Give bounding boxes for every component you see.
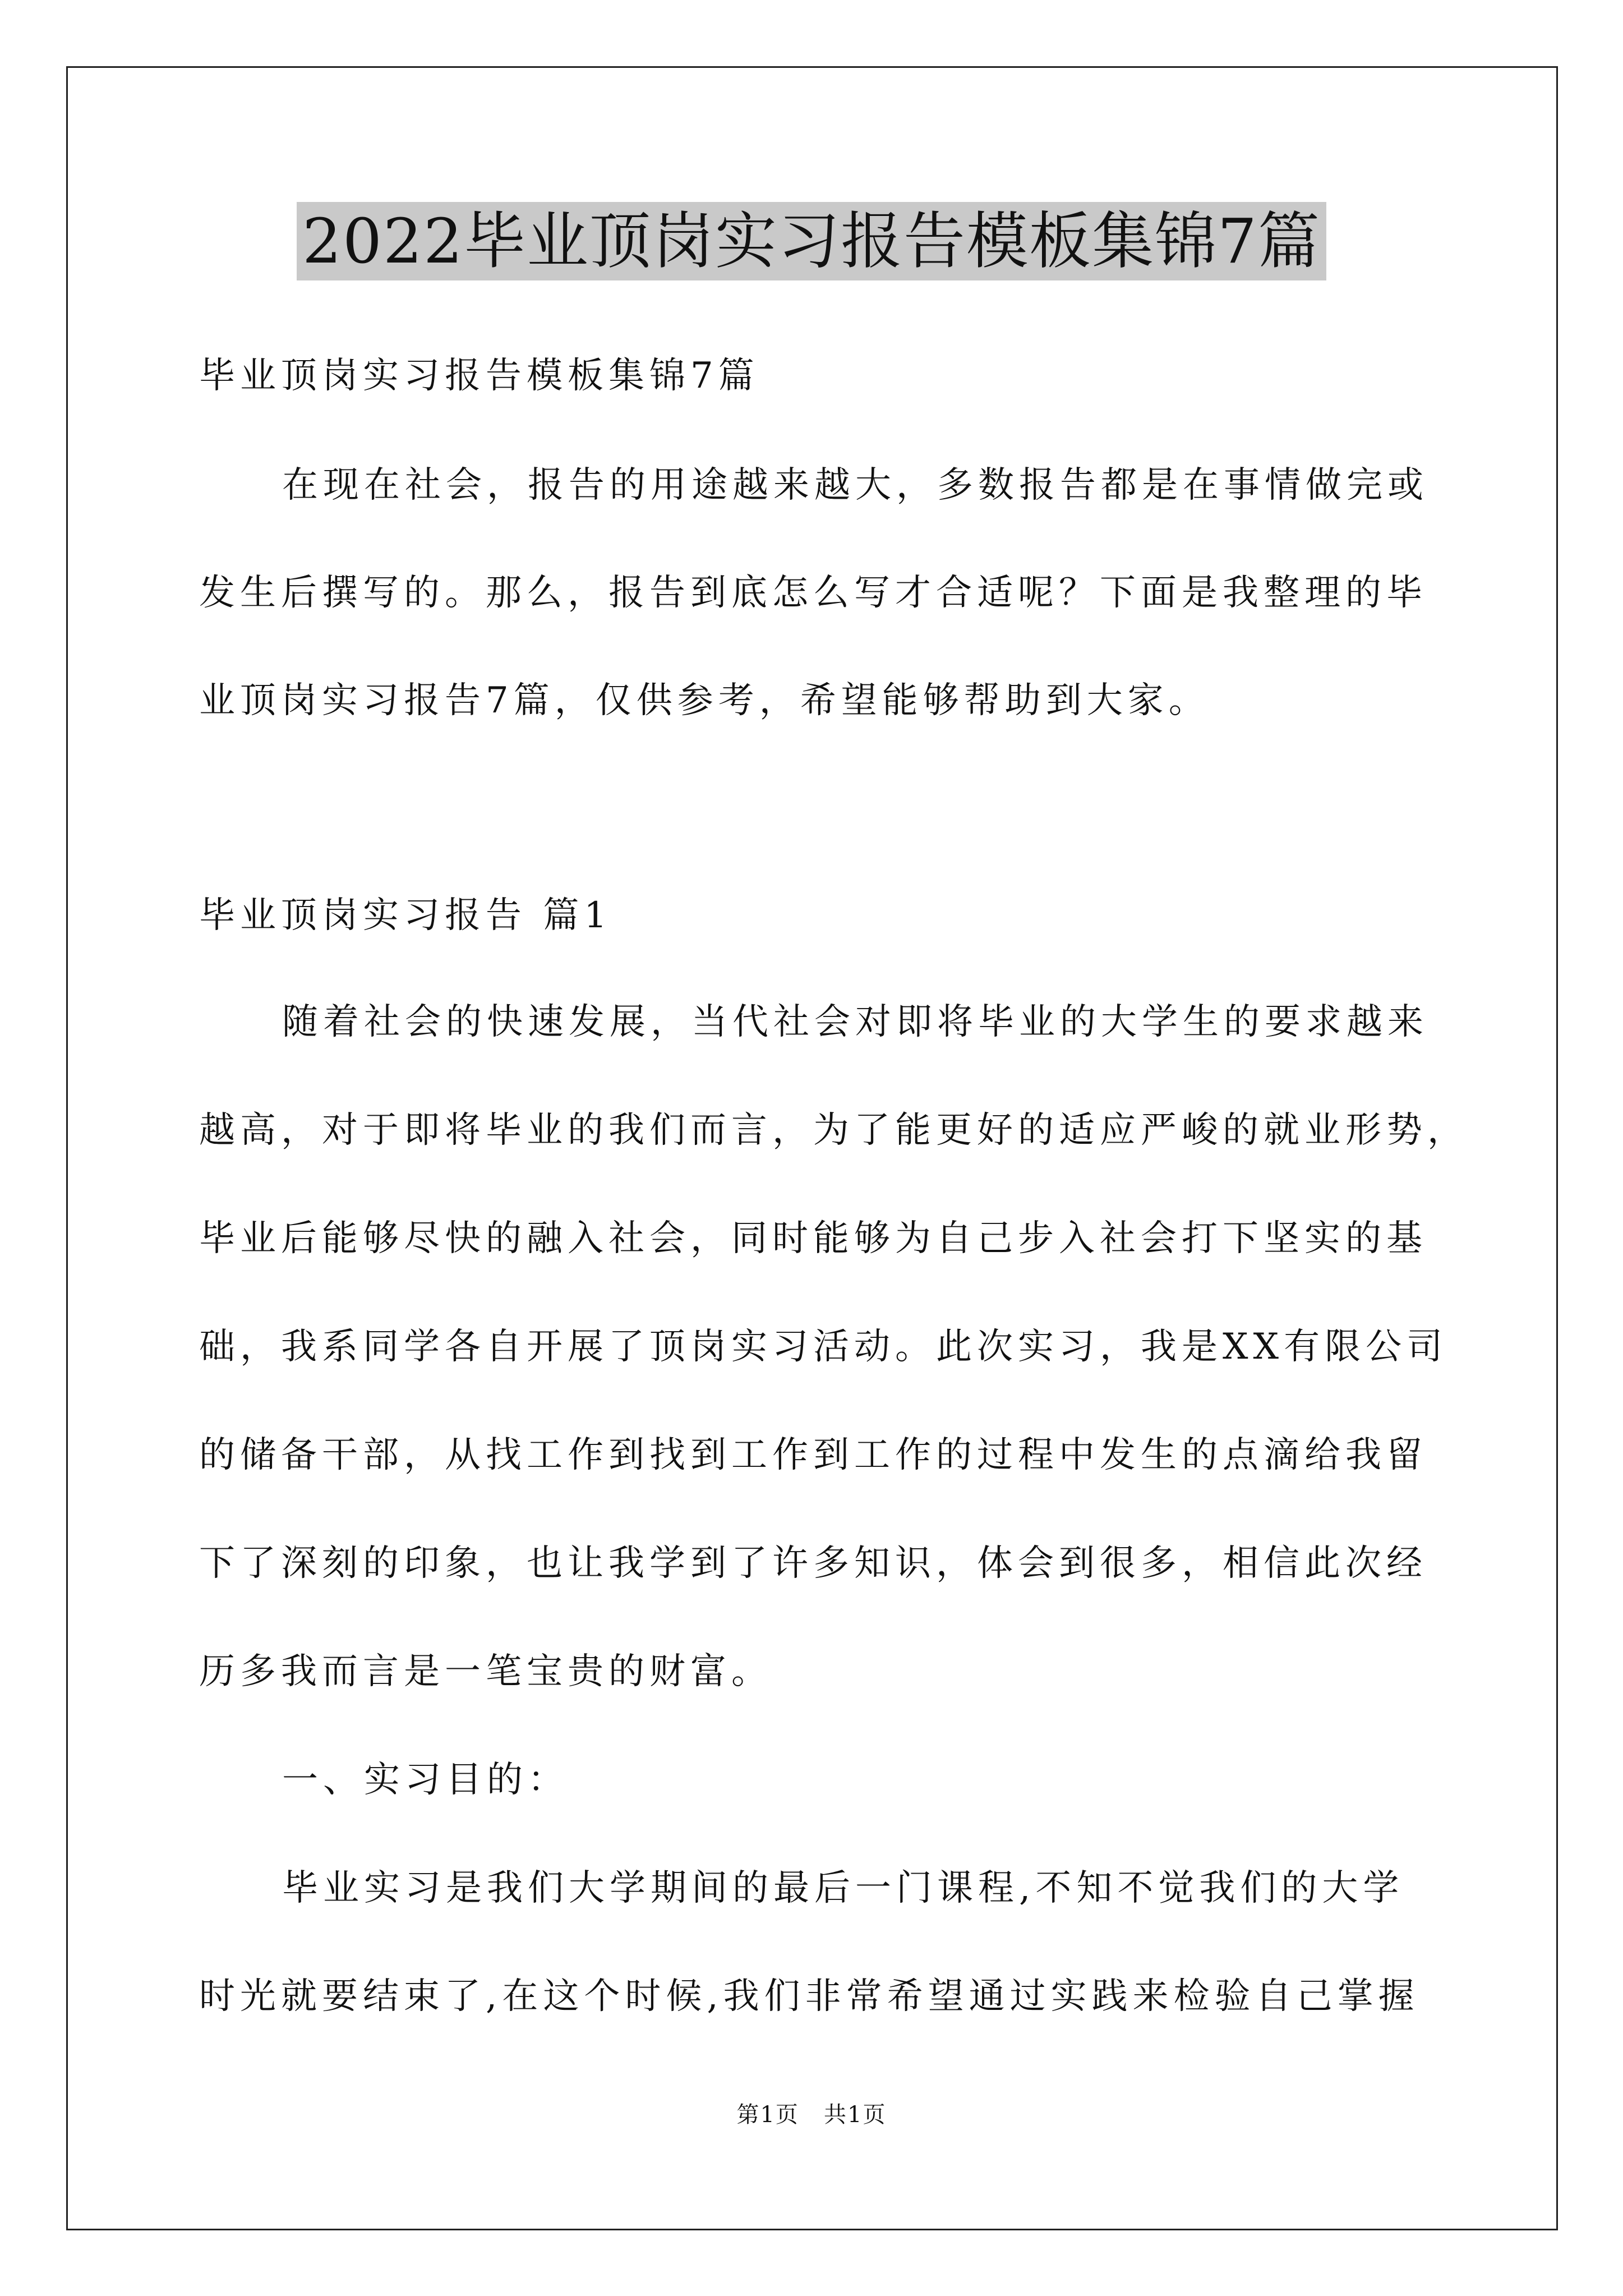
section-heading: 毕业顶岗实习报告 篇1 [199,895,612,936]
intro-line-1: 在现在社会，报告的用途越来越大，多数报告都是在事情做完或 [282,464,1428,506]
purpose-line-2: 时光就要结束了,在这个时候,我们非常希望通过实践来检验自己掌握 [199,1976,1419,2017]
intro-line-3: 业顶岗实习报告7篇，仅供参考，希望能够帮助到大家。 [199,680,1210,721]
section-line-5: 的储备干部，从找工作到找到工作到工作的过程中发生的点滴给我留 [199,1434,1427,1476]
section-line-1: 随着社会的快速发展，当代社会对即将毕业的大学生的要求越来 [282,1001,1428,1043]
purpose-line-1: 毕业实习是我们大学期间的最后一门课程,不知不觉我们的大学 [282,1867,1404,1909]
section-line-2: 越高，对于即将毕业的我们而言，为了能更好的适应严峻的就业形势， [199,1110,1468,1151]
intro-line-2: 发生后撰写的。那么，报告到底怎么写才合适呢？下面是我整理的毕 [199,572,1427,614]
document-subtitle: 毕业顶岗实习报告模板集锦7篇 [199,355,759,397]
section-line-7: 历多我而言是一笔宝贵的财富。 [199,1651,772,1692]
section-line-4: 础，我系同学各自开展了顶岗实习活动。此次实习，我是XX有限公司 [199,1326,1448,1368]
page-footer: 第1页 共1页 [736,2102,887,2128]
document-title-block [0,202,1623,280]
section-line-6: 下了深刻的印象，也让我学到了许多知识，体会到很多，相信此次经 [199,1543,1427,1584]
section-line-3: 毕业后能够尽快的融入社会，同时能够为自己步入社会打下坚实的基 [199,1218,1427,1259]
purpose-subheading: 一、实习目的： [282,1759,569,1801]
document-title: 2022毕业顶岗实习报告模板集锦7篇 [297,202,1326,280]
